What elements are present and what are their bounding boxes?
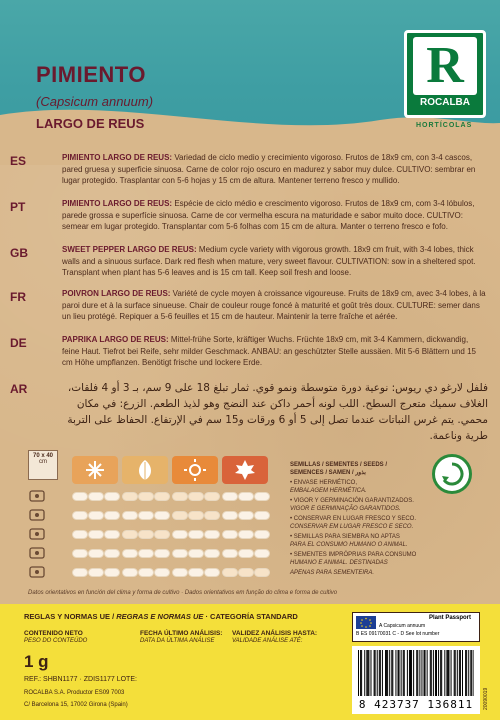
calendar-cell bbox=[138, 568, 154, 577]
description-gb: SWEET PEPPER LARGO DE REUS: Medium cycle variety with vigorous growth. 18x9 cm fruit, with 3-4 lobes, thick walls and a sinuous surface. Dark red flesh when mature, very sweet flavour. CULTIVATION: sow in a sheltered spot. Transplant when plant has 5-6 leaves and is 15 cm tall. Keep soil fresh and loose. bbox=[62, 245, 476, 277]
barcode-bar bbox=[370, 650, 371, 696]
calendar-cell bbox=[104, 492, 120, 501]
barcode-bar bbox=[364, 650, 365, 696]
legend-item-sub: EMBALAGEM HERMÉTICA. bbox=[290, 487, 367, 494]
description-es: PIMIENTO LARGO DE REUS: Variedad de ciclo medio y crecimiento vigoroso. Frutos de 18x9 cm, con 3-4 cascos, pared gruesa y superficie sinuosa. Carne de color rojo oscuro en madurez y sabor muy dulce. CULTIVO: sembrar en lugar protegido. Trasplantar con 5-6 hojas y 15 cm de altura. Mantener terreno fresco y mullido. bbox=[62, 153, 476, 185]
legend-header: SEMILLAS / SEMENTES / SEEDS / bbox=[290, 462, 388, 468]
legend-item bbox=[290, 516, 430, 531]
calendar-cell bbox=[238, 492, 254, 501]
eu-flag-icon bbox=[356, 616, 376, 629]
calendar-cell bbox=[204, 511, 220, 520]
barcode-bar bbox=[447, 650, 448, 696]
calendar-cell bbox=[222, 568, 238, 577]
validity-label: VALIDEZ ANÁLISIS HASTA: bbox=[232, 630, 318, 637]
calendar-cell bbox=[154, 530, 170, 539]
growing-calendar bbox=[28, 446, 278, 586]
side-code: 20090019 bbox=[483, 687, 489, 710]
barcode-number: 8 423737 136811 bbox=[358, 698, 474, 711]
calendar-cell bbox=[122, 530, 138, 539]
calendar-cell bbox=[138, 530, 154, 539]
legend-item-sub: CONSERVAR EM LUGAR FRESCO E SECO. bbox=[290, 523, 414, 530]
barcode-bars bbox=[358, 650, 474, 696]
barcode-bar bbox=[411, 650, 412, 696]
calendar-cell bbox=[88, 511, 104, 520]
address-line: C/ Barcelona 15, 17002 Girona (Spain) bbox=[24, 702, 128, 708]
barcode-bar bbox=[387, 650, 388, 696]
calendar-cell bbox=[104, 549, 120, 558]
spacing-icon bbox=[28, 450, 58, 480]
barcode-bar bbox=[451, 650, 452, 696]
legend-item-main: • CONSERVAR EN LUGAR FRESCO Y SECO. bbox=[290, 516, 417, 522]
sun-icon bbox=[172, 456, 218, 484]
calendar-cell bbox=[154, 568, 170, 577]
barcode-bar bbox=[419, 650, 420, 696]
barcode-bar bbox=[454, 650, 455, 696]
calendar-cell bbox=[204, 568, 220, 577]
description-de: PAPRIKA LARGO DE REUS: Mittel-frühe Sorte, kräftiger Wuchs. Früchte 18x9 cm, mit 3-4 Kammern, dickwandig, feine Haut. Tiefrot bei Reife, sehr milder Geschmack. ANBAU: an geschützter Stelle aussäen. Mit 5-6 Blättern und 15 cm Höhe umpflanzen. Benötigt frische und lockere Erde. bbox=[62, 335, 476, 367]
legend-header-2: SEMENCES / SAMEN / بذور bbox=[290, 469, 366, 476]
lang-code-pt: PT bbox=[10, 200, 26, 214]
calendar-cell bbox=[122, 549, 138, 558]
legend-item-sub: PARA EL CONSUMO HUMANO O ANIMAL. bbox=[290, 541, 408, 548]
calendar-cell bbox=[72, 530, 88, 539]
legend-item-main: • VIGOR Y GERMINACIÓN GARANTIZADOS. bbox=[290, 498, 414, 504]
calendar-cell bbox=[238, 549, 254, 558]
calendar-row bbox=[28, 564, 278, 586]
recycle-icon bbox=[432, 454, 472, 494]
footnote: Datos orientativos en función del clima y forma de cultivo · Dados orientativos em função do clima e forma de cultivo bbox=[28, 590, 338, 596]
calendar-cell bbox=[254, 568, 270, 577]
legend-item-sub: VIGOR E GERMINAÇÃO GARANTIDOS. bbox=[290, 505, 401, 512]
barcode-bar bbox=[361, 650, 362, 696]
calendar-cell bbox=[122, 511, 138, 520]
calendar-cell bbox=[154, 549, 170, 558]
spacing-unit: cm bbox=[39, 459, 47, 465]
leaf-icon bbox=[122, 456, 168, 484]
calendar-cell bbox=[172, 511, 188, 520]
barcode-bar bbox=[462, 650, 463, 696]
barcode-bar bbox=[385, 650, 386, 696]
barcode-bar bbox=[380, 650, 381, 696]
calendar-cell bbox=[122, 492, 138, 501]
calendar-cell bbox=[188, 492, 204, 501]
barcode-bar bbox=[407, 650, 408, 696]
calendar-cell bbox=[104, 568, 120, 577]
passport-title: Plant Passport bbox=[429, 615, 472, 621]
barcode-bar bbox=[435, 650, 436, 696]
barcode-bar bbox=[433, 650, 434, 696]
barcode-bar bbox=[382, 650, 383, 696]
sun-shade-icon bbox=[28, 545, 50, 565]
barcode-bar bbox=[466, 650, 467, 696]
spacing-value: 70 x 40 bbox=[32, 453, 54, 459]
calendar-cell bbox=[88, 530, 104, 539]
barcode-bar bbox=[395, 650, 396, 696]
barcode-bar bbox=[430, 650, 431, 696]
barcode-bar bbox=[471, 650, 472, 696]
lang-code-es: ES bbox=[10, 154, 27, 168]
barcode-bar bbox=[457, 650, 458, 696]
description-ar: فلفل لارغو دي ريوس: نوعية دورة متوسطة ونمو قوي. ثمار تبلغ 18 على 9 سم، بـ 3 أو 4 فلقات، الغلاف سميك متعرج السطح. اللب لونه أحمر داكن عند النضج وهو لذيذ الطعم. الزرع: في مكان محمي. يتم غرس النباتات عندما تصل إلى 5 أو 6 ورقات و15 سم في الإرتفاع. الحفاظ على التربة طرية وناعمة. bbox=[67, 382, 488, 442]
lang-code-gb: GB bbox=[10, 246, 28, 260]
calendar-cell bbox=[122, 568, 138, 577]
calendar-cell bbox=[254, 549, 270, 558]
legend-item-main: • SEMENTES IMPRÓPRIAS PARA CONSUMO bbox=[290, 552, 417, 558]
lang-code-de: DE bbox=[10, 336, 27, 350]
barcode-bar bbox=[401, 650, 402, 696]
barcode-bar bbox=[440, 650, 441, 696]
analysis-date-label: FECHA ÚLTIMO ANÁLISIS: bbox=[140, 630, 223, 637]
snowflake-icon bbox=[72, 456, 118, 484]
calendar-cell bbox=[72, 568, 88, 577]
description-fr: POIVRON LARGO DE REUS: Variété de cycle moyen à croissance vigoureuse. Fruits de 18x9 cm, avec 3-4 lobes, à la paroi dure et à la surface sinueuse. Chair de couleur rouge foncé à maturité et goût très doux. CULTURE: semer dans un lieu protégé. Repiquer a 5-6 feuilles et 15 cm de hauteur. Maintenir la terre fraîche et aérée. bbox=[62, 289, 486, 321]
analysis-date-label-pt: DATA DA ÚLTIMA ANÁLISE bbox=[140, 638, 215, 644]
barcode-bar bbox=[374, 650, 375, 696]
barcode-bar bbox=[446, 650, 447, 696]
maple-leaf-icon bbox=[222, 456, 268, 484]
plant-passport bbox=[352, 612, 480, 642]
calendar-cell bbox=[204, 530, 220, 539]
seed-legend bbox=[290, 462, 430, 578]
calendar-cell bbox=[254, 492, 270, 501]
net-content-label: CONTENIDO NETO bbox=[24, 630, 83, 637]
watering-can-icon bbox=[28, 507, 50, 527]
barcode-bar bbox=[368, 650, 369, 696]
calendar-cell bbox=[222, 511, 238, 520]
barcode-bar bbox=[460, 650, 461, 696]
barcode-bar bbox=[410, 650, 411, 696]
calendar-cell bbox=[172, 492, 188, 501]
calendar-cell bbox=[204, 549, 220, 558]
latin-name: (Capsicum annuum) bbox=[36, 94, 154, 109]
barcode-bar bbox=[358, 650, 359, 696]
calendar-cell bbox=[238, 511, 254, 520]
calendar-cell bbox=[172, 549, 188, 558]
barcode-bar bbox=[367, 650, 368, 696]
barcode-bar bbox=[441, 650, 442, 696]
barcode-bar bbox=[398, 650, 399, 696]
legend-item-sub: HUMANO E ANIMAL. DESTINADAS bbox=[290, 559, 388, 566]
net-content-label-pt: PESO DO CONTEÚDO bbox=[24, 638, 88, 644]
barcode-bar bbox=[392, 650, 393, 696]
reference-lot: REF.: SHBN1177 · ZDIS1177 LOTE: bbox=[24, 676, 137, 683]
barcode-bar bbox=[391, 650, 392, 696]
barcode-bar bbox=[424, 650, 425, 696]
calendar-cell bbox=[172, 568, 188, 577]
calendar-cell bbox=[238, 568, 254, 577]
barcode-bar bbox=[360, 650, 361, 696]
description-pt: PIMIENTO LARGO DE REUS: Espécie de ciclo médio e crescimento vigoroso. Frutos de 18x9 cm, com 3-4 lóbulos, parede grossa e superfície sinuosa. Carne de cor vermelha escura na maturidade e sabor muito doce. CULTIVO: semear em lugar protegido. Transplantar com 5-6 folhas com 15 cm de altura. Manter o terreno fresco e fofo. bbox=[62, 199, 475, 231]
barcode-bar bbox=[413, 650, 414, 696]
rules-line: REGLAS Y NORMAS UE / REGRAS E NORMAS UE · CATEGORÍA STANDARD bbox=[24, 612, 298, 621]
calendar-cell bbox=[222, 492, 238, 501]
transplant-icon bbox=[28, 526, 50, 546]
validity-label-pt: VALIDADE ANÁLISE ATÉ: bbox=[232, 638, 303, 644]
producer-line: ROCALBA S.A. Productor ES09 7003 bbox=[24, 690, 125, 696]
passport-line: B ES 09170031 C - D See lot number bbox=[356, 631, 440, 637]
legend-item bbox=[290, 534, 430, 549]
calendar-cell bbox=[204, 492, 220, 501]
barcode-bar bbox=[377, 650, 378, 696]
barcode-bar bbox=[473, 650, 474, 696]
rocalba-logo: R ROCALBA bbox=[404, 30, 486, 118]
calendar-cell bbox=[88, 568, 104, 577]
calendar-cell bbox=[154, 492, 170, 501]
calendar-cell bbox=[254, 511, 270, 520]
barcode-bar bbox=[431, 650, 432, 696]
barcode-bar bbox=[404, 650, 405, 696]
calendar-cell bbox=[88, 549, 104, 558]
calendar-cell bbox=[104, 530, 120, 539]
calendar-cell bbox=[188, 530, 204, 539]
legend-item bbox=[290, 552, 430, 567]
barcode-bar bbox=[468, 650, 469, 696]
calendar-cell bbox=[138, 511, 154, 520]
calendar-cell bbox=[138, 549, 154, 558]
barcode-bar bbox=[379, 650, 380, 696]
harvest-icon bbox=[28, 564, 50, 584]
lang-code-fr: FR bbox=[10, 290, 26, 304]
barcode-bar bbox=[444, 650, 445, 696]
seed-tray-icon bbox=[28, 488, 50, 508]
calendar-cell bbox=[222, 530, 238, 539]
barcode-bar bbox=[375, 650, 376, 696]
barcode-bar bbox=[409, 650, 410, 696]
barcode-bar bbox=[470, 650, 471, 696]
calendar-cell bbox=[138, 492, 154, 501]
calendar-cell bbox=[72, 549, 88, 558]
lang-code-ar: AR bbox=[10, 382, 28, 396]
barcode-bar bbox=[417, 650, 418, 696]
legend-item-main: • ENVASE HERMÉTICO, bbox=[290, 480, 357, 486]
calendar-cell bbox=[254, 530, 270, 539]
calendar-cell bbox=[72, 511, 88, 520]
product-title: PIMIENTO bbox=[36, 62, 146, 87]
barcode-bar bbox=[427, 650, 428, 696]
barcode-bar bbox=[425, 650, 426, 696]
barcode-bar bbox=[438, 650, 439, 696]
calendar-cell bbox=[238, 530, 254, 539]
barcode-bar bbox=[436, 650, 437, 696]
calendar-cell bbox=[104, 511, 120, 520]
barcode bbox=[352, 646, 480, 714]
variety-name: LARGO DE REUS bbox=[36, 116, 145, 131]
net-weight: 1 g bbox=[24, 652, 49, 671]
calendar-cell bbox=[222, 549, 238, 558]
brand-name: ROCALBA bbox=[420, 97, 470, 108]
legend-item-main: • SEMILLAS PARA SIEMBRA NO APTAS bbox=[290, 534, 400, 540]
calendar-cell bbox=[154, 511, 170, 520]
barcode-bar bbox=[465, 650, 466, 696]
legend-item bbox=[290, 498, 430, 513]
calendar-cell bbox=[188, 511, 204, 520]
legend-item bbox=[290, 570, 430, 578]
barcode-bar bbox=[459, 650, 460, 696]
calendar-cell bbox=[72, 492, 88, 501]
barcode-bar bbox=[455, 650, 456, 696]
barcode-bar bbox=[403, 650, 404, 696]
barcode-bar bbox=[448, 650, 449, 696]
barcode-bar bbox=[366, 650, 367, 696]
barcode-bar bbox=[421, 650, 422, 696]
barcode-bar bbox=[399, 650, 400, 696]
barcode-bar bbox=[389, 650, 390, 696]
calendar-cell bbox=[88, 492, 104, 501]
calendar-cell bbox=[188, 549, 204, 558]
legend-item bbox=[290, 480, 430, 495]
barcode-bar bbox=[386, 650, 387, 696]
calendar-cell bbox=[188, 568, 204, 577]
legend-item-sub: APENAS PARA SEMENTEIRA. bbox=[290, 570, 375, 576]
barcode-bar bbox=[416, 650, 417, 696]
calendar-cell bbox=[172, 530, 188, 539]
brand-subtitle: HORTÍCOLAS bbox=[416, 122, 473, 129]
passport-species: A Capsicum annuum bbox=[379, 623, 426, 629]
